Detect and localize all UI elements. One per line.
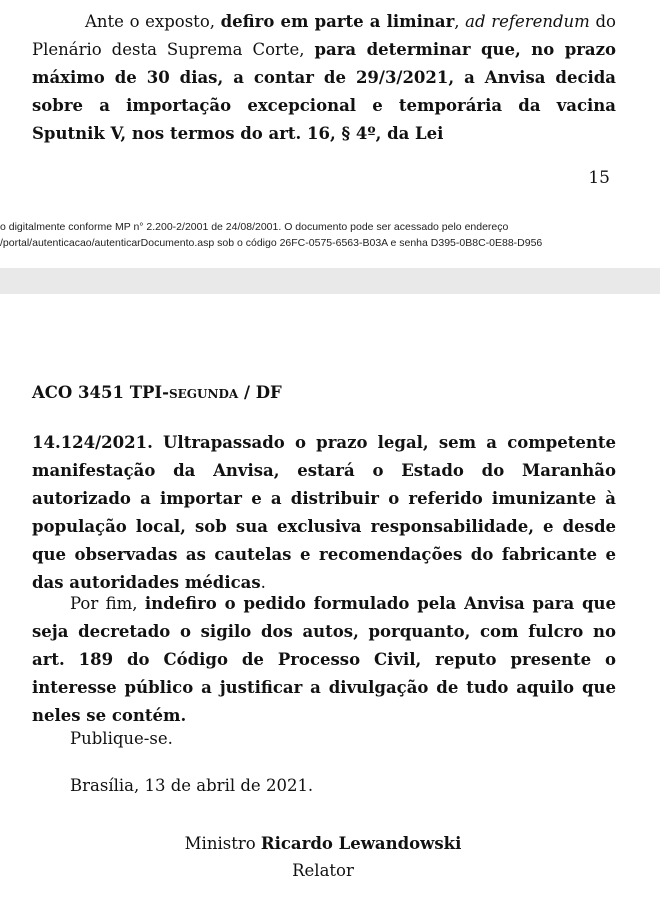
case-header-main: ACO 3451 TPI- [32,383,169,402]
continued-decision-paragraph [32,429,616,597]
document-page-15 [0,0,660,268]
paragraph-bold-text: defiro em parte a liminar [220,12,455,31]
case-header [32,383,282,402]
page-number: 15 [588,168,610,188]
publication-order: Publique-se. [70,729,173,748]
paragraph-bold-text: para determinar que, no prazo máximo de 30 dias, a contar de 29/3/2021, a Anvisa decida sobre a importação excepcional e temporária da vacina Sputnik V, nos termos do art. 16, § 4º, da Lei [32,40,616,143]
signature-title: Ministro [184,834,261,853]
footer-line-1: o digitalmente conforme MP n° 2.200-2/2001 de 24/08/2001. O documento pode ser acessado pelo endereço [0,221,509,233]
signature-role: Relator [292,861,354,880]
paragraph-bold-text: indefiro o pedido formulado pela Anvisa para que seja decretado o sigilo dos autos, porquanto, com fulcro no art. 189 do Código de Processo Civil, reputo presente o interesse público a justificar a divulgação de tudo aquilo que neles se contém. [32,594,617,725]
final-ruling-paragraph [32,590,616,730]
paragraph-italic-text: ad referendum [465,12,590,31]
case-header-tail: / DF [238,383,282,402]
paragraph-text: Ante o exposto, [85,12,221,31]
page-separator [0,268,660,294]
paragraph-text: . [260,573,266,592]
signature-name: Ricardo Lewandowski [260,834,462,853]
date-line: Brasília, 13 de abril de 2021. [70,776,314,795]
digital-signature-footer [0,219,542,251]
decision-paragraph [32,8,616,148]
signature-name-line [0,830,646,857]
paragraph-text: Por fim, [70,594,145,613]
footer-line-2: /portal/autenticacao/autenticarDocumento.asp sob o código 26FC-0575-6563-B03A e senha D395-0B8C-0E88-D956 [0,237,543,249]
signature-block [0,830,646,884]
paragraph-bold-text: 14.124/2021. Ultrapassado o prazo legal, sem a competente manifestação da Anvisa, estará o Estado do Maranhão autorizado a importar e a distribuir o referido imunizante à população local, sob sua exclusiva responsabilidade, e desde que observadas as cautelas e recomendações do fabricante e das autoridades médicas [32,433,616,592]
case-header-small-caps: segunda [168,383,239,402]
paragraph-text: , [454,12,466,31]
paragraph-text: do Plenário desta Suprema Corte, [32,12,616,59]
